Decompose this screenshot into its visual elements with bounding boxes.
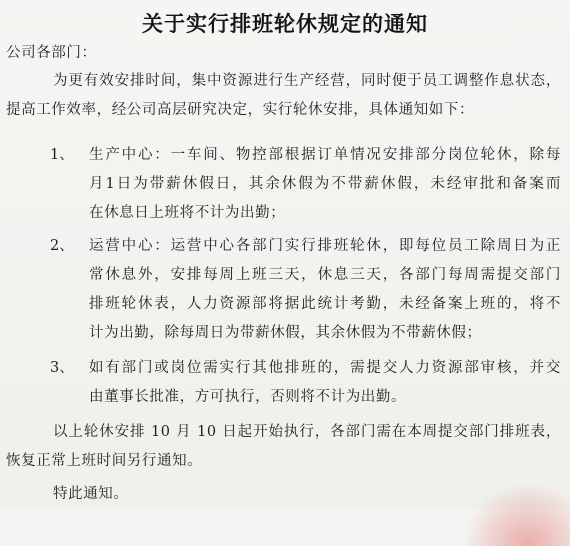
item-2-line-3: 排班轮休表，人力资源部将据此统计考勤，未经备案上班的，将不 [89,296,561,312]
item-3-line-1: 如有部门或岗位需实行其他排班的，需提交人力资源部审核，并交 [89,360,561,376]
item-1-line-1: 生产中心：一车间、物控部根据订单情况安排部分岗位轮休，除每 [89,147,561,163]
signoff: 特此通知。 [53,486,129,502]
item-2-number: 2、 [50,238,74,254]
item-2-line-4: 计为出勤，除每周日为带薪休假，其余休假为不带薪休假； [89,325,482,341]
item-3-line-2: 由董事长批准，方可执行，否则将不计为出勤。 [89,389,407,405]
notice-title: 关于实行排班轮休规定的通知 [142,11,428,36]
item-3-number: 3、 [50,360,74,376]
greeting: 公司各部门： [6,45,97,61]
intro-line-2: 提高工作效率，经公司高层研究决定，实行轮休安排，具体通知如下： [6,102,475,118]
intro-line-1: 为更有效安排时间，集中资源进行生产经营，同时便于员工调整作息状态， [53,73,561,89]
closing-line-1: 以上轮休安排 10 月 10 日起开始执行，各部门需在本周提交部门排班表， [53,424,561,440]
closing-line-2: 恢复正常上班时间另行通知。 [6,453,203,469]
item-1-line-3: 在休息日上班将不计为出勤； [89,205,286,221]
item-1-line-2: 月1日为带薪休假日，其余休假为不带薪休假，未经审批和备案而 [89,176,561,192]
item-2-line-2: 常休息外，安排每周上班三天，休息三天，各部门每周需提交部门 [89,267,561,283]
item-2-line-1: 运营中心：运营中心各部门实行排班轮休，即每位员工除周日为正 [89,238,561,254]
item-1-number: 1、 [50,147,74,163]
red-seal-stamp [468,486,570,546]
